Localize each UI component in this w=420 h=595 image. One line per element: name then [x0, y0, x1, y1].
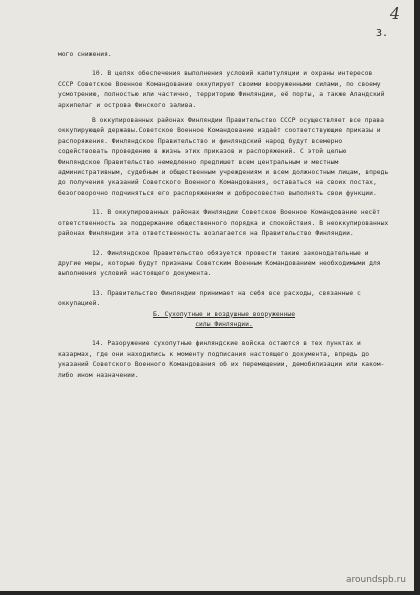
paragraph-13: 13. Правительство Финляндии принимает на себя все расходы, связанные с оккупацией.: [58, 289, 361, 308]
paragraph-10: 10. В целях обеспечения выполнения условий капитуляции и охраны интересов СССР Советское Военное Командование оккупирует своими вооруженными силами, по своему усмотрению, полностью или частично, территорию Финляндии, её порты, а также Аландский архипелаг и острова Финского залива.: [58, 70, 385, 109]
paragraph-continuation: мого снижения.: [58, 51, 112, 58]
paragraph-10-occupation: В оккупированных районах Финляндии Правительство СССР осуществляет все права оккупирующей державы.Советское Военное Командование издаёт соответствующие приказы и распоряжения. Финляндское Правительство и финляндский народ будут всемерно содействовать проведению в жизнь этих приказов и распоряжений. С этой целью Финляндское Правительство немедленно предпишет всем центральным и местным административным, судебным и общественным учреждениям и всем должностным лицам, впредь до получения указаний Советского Военного Командования, оставаться на своих постах, безоговорочно подчиняться его распоряжениям и добросовестно выполнять свои функции.: [58, 117, 389, 197]
paragraph-14: 14. Разоружение сухопутные финляндские войска остаются в тех пунктах и казармах, где они находились к моменту подписания настоящего документа, впредь до указаний Советского Военного Командования об их перемещении, демобилизации или каком-либо ином назначении.: [58, 340, 385, 379]
page-number: 3.: [375, 28, 388, 39]
handwritten-page-mark: 4: [389, 4, 400, 23]
section-heading-line2: силы Финляндии.: [195, 320, 253, 328]
site-watermark: aroundspb.ru: [345, 575, 406, 585]
paragraph-11: 11. В оккупированных районах Финляндии Советское Военное Командование несёт ответственность за поддержание общественного порядка и спокойствия. В неоккупированных районах Финляндии эта ответственность возлагается на Правительство Финляндии.: [58, 209, 389, 238]
document-body: [58, 50, 390, 381]
section-heading: [58, 310, 390, 331]
paragraph-12: 12. Финляндское Правительство обязуется провести такие законодательные и другие меры, которые будут признаны Советским Военным Командованием необходимыми для выполнения условий настоящего документа.: [58, 249, 381, 278]
section-heading-line1: Б. Сухопутные и воздушные вооруженные: [152, 310, 296, 318]
